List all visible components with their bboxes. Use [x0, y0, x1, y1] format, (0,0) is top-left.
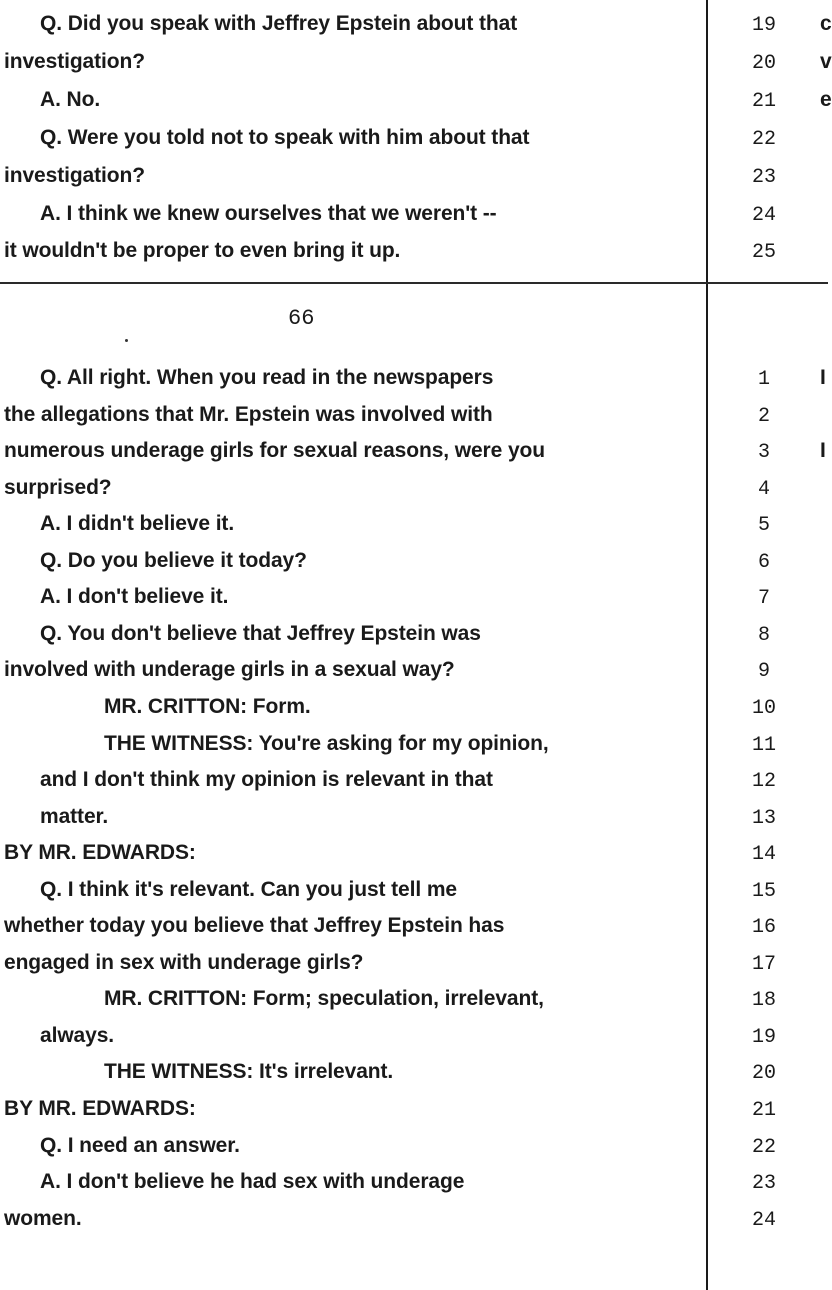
transcript-line: MR. CRITTON: Form.	[104, 694, 311, 718]
line-number: 25	[751, 241, 776, 265]
transcript-line: A. I didn't believe it.	[40, 512, 235, 536]
transcript-line: surprised?	[4, 475, 112, 499]
line-number: 13	[751, 806, 776, 830]
margin-line-bottom	[706, 284, 708, 1290]
transcript-line: it wouldn't be proper to even bring it up.	[4, 239, 401, 263]
line-number: 19	[751, 14, 776, 37]
adjacent-page-fragment: I	[820, 439, 826, 463]
line-number: 2	[757, 404, 770, 428]
transcript-line: Q. Were you told not to speak with him about that	[40, 125, 530, 149]
transcript-line: BY MR. EDWARDS:	[4, 1097, 196, 1120]
transcript-line: THE WITNESS: It's irrelevant.	[104, 1060, 394, 1084]
line-number: 23	[751, 1172, 776, 1196]
line-number: 8	[757, 623, 770, 647]
line-number: 20	[751, 51, 776, 75]
transcript-line: BY MR. EDWARDS:	[4, 841, 196, 865]
transcript-line: Q. I think it's relevant. Can you just tell me	[40, 877, 457, 901]
page-number: 66	[288, 306, 315, 331]
transcript-line: investigation?	[4, 49, 145, 73]
transcript-line: A. I don't believe it.	[40, 585, 229, 609]
line-number: 3	[757, 441, 770, 465]
transcript-line: the allegations that Mr. Epstein was involved with	[4, 402, 493, 426]
line-number: 24	[751, 203, 776, 227]
line-number: 4	[757, 477, 770, 501]
transcript-line: Q. I need an answer.	[40, 1133, 240, 1157]
transcript-line: involved with underage girls in a sexual way?	[4, 658, 455, 682]
adjacent-page-fragment: e	[820, 87, 832, 111]
line-number: 6	[757, 550, 770, 574]
line-number: 19	[751, 1025, 776, 1049]
transcript-line: and I don't think my opinion is relevant in that	[40, 768, 493, 792]
line-number: 18	[751, 989, 776, 1013]
transcript-line: Q. You don't believe that Jeffrey Epstein was	[40, 621, 481, 645]
line-number: 24	[751, 1208, 776, 1232]
line-number: 23	[751, 165, 776, 189]
adjacent-page-fragment: v	[820, 49, 832, 73]
transcript-line: THE WITNESS: You're asking for my opinion,	[104, 731, 549, 755]
line-number: 10	[751, 696, 776, 720]
page-divider	[0, 282, 828, 284]
line-number: 20	[751, 1062, 776, 1086]
transcript-line: Q. Did you speak with Jeffrey Epstein about that	[40, 12, 518, 35]
line-number: 17	[751, 952, 776, 976]
line-number: 5	[757, 514, 770, 538]
line-number: 22	[751, 1135, 776, 1159]
line-number: 12	[751, 770, 776, 794]
line-number: 16	[751, 916, 776, 940]
transcript-line: engaged in sex with underage girls?	[4, 950, 364, 974]
line-number: 15	[751, 879, 776, 903]
line-number: 9	[757, 660, 770, 684]
line-number: 21	[751, 89, 776, 113]
line-number: 22	[751, 127, 776, 151]
transcript-line: always.	[40, 1023, 115, 1047]
transcript-line: matter.	[40, 804, 109, 828]
transcript-line: Q. Do you believe it today?	[40, 548, 307, 572]
line-number: 14	[751, 843, 776, 867]
transcript-line: A. I think we knew ourselves that we weren't --	[40, 201, 497, 225]
adjacent-page-fragment: c	[820, 12, 832, 35]
transcript-line: Q. All right. When you read in the newspapers	[40, 366, 494, 389]
transcript-line: investigation?	[4, 163, 145, 187]
line-number: 11	[751, 733, 776, 757]
transcript-line: numerous underage girls for sexual reasons, were you	[4, 439, 545, 463]
transcript-line: A. I don't believe he had sex with underage	[40, 1170, 465, 1194]
margin-line-top	[706, 0, 708, 282]
line-number: 21	[751, 1099, 776, 1122]
transcript-line: women.	[4, 1206, 82, 1230]
line-number: 1	[757, 368, 770, 391]
line-number: 7	[757, 587, 770, 611]
scan-speck	[125, 339, 128, 342]
adjacent-page-fragment: I	[820, 366, 826, 389]
transcript-line: MR. CRITTON: Form; speculation, irrelevant,	[104, 987, 544, 1011]
transcript-line: whether today you believe that Jeffrey Epstein has	[4, 914, 505, 938]
transcript-line: A. No.	[40, 87, 101, 111]
